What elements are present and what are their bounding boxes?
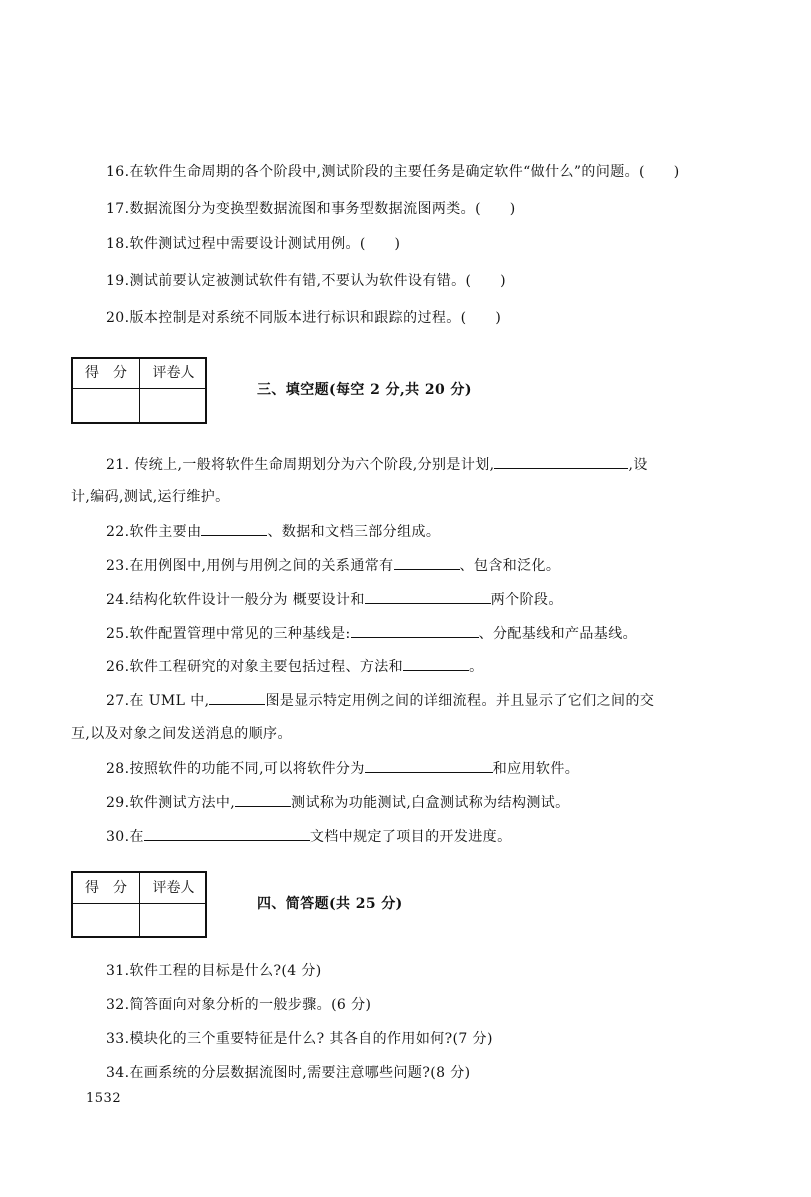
question-27-text: 27.在 UML 中,	[106, 693, 210, 709]
question-25-text: 、分配基线和产品基线。	[478, 626, 637, 642]
answer-blank[interactable]	[394, 556, 460, 570]
answer-blank[interactable]	[201, 522, 267, 536]
question-28-text: 和应用软件。	[492, 761, 580, 777]
question-19: 19.测试前要认定被测试软件有错,不要认为软件设有错。( )	[106, 273, 507, 289]
score-label: 得 分	[85, 365, 127, 381]
question-27	[106, 691, 654, 710]
question-23-text: 23.在用例图中,用例与用例之间的关系通常有	[106, 558, 394, 574]
question-23-text: 、包含和泛化。	[459, 558, 561, 574]
question-22-text: 22.软件主要由	[106, 524, 202, 540]
answer-blank[interactable]	[365, 590, 491, 604]
question-26	[106, 657, 483, 676]
question-24	[106, 590, 563, 609]
score-table-section-4	[71, 871, 207, 938]
question-21-text: 21. 传统上,一般将软件生命周期划分为六个阶段,分别是计划,	[106, 457, 495, 473]
question-24-text: 两个阶段。	[490, 592, 563, 608]
question-20: 20.版本控制是对系统不同版本进行标识和跟踪的过程。( )	[106, 310, 502, 326]
grader-label: 评卷人	[152, 365, 195, 381]
answer-blank[interactable]	[235, 793, 291, 807]
question-25-text: 25.软件配置管理中常见的三种基线是:	[106, 626, 351, 642]
question-25	[106, 624, 637, 643]
answer-blank[interactable]	[351, 624, 479, 638]
question-16: 16.在软件生命周期的各个阶段中,测试阶段的主要任务是确定软件“做什么”的问题。( )	[106, 164, 680, 180]
question-33: 33.模块化的三个重要特征是什么? 其各自的作用如何?(7 分)	[106, 1031, 493, 1047]
question-22-text: 、数据和文档三部分组成。	[267, 524, 441, 540]
answer-blank[interactable]	[209, 691, 265, 705]
page-number: 1532	[86, 1091, 122, 1106]
section-3-title: 三、填空题(每空 2 分,共 20 分)	[257, 382, 472, 398]
score-label: 得 分	[85, 880, 127, 896]
question-26-text: 26.软件工程研究的对象主要包括过程、方法和	[106, 659, 404, 675]
question-29	[106, 793, 570, 812]
question-21	[106, 455, 648, 474]
question-24-text: 24.结构化软件设计一般分为 概要设计和	[106, 592, 365, 608]
question-22	[106, 522, 440, 541]
answer-blank[interactable]	[365, 759, 493, 773]
question-30-text: 文档中规定了项目的开发进度。	[309, 829, 512, 845]
question-30	[106, 827, 511, 846]
answer-blank[interactable]	[494, 455, 628, 469]
question-26-text: 。	[469, 659, 484, 675]
question-30-text: 30.在	[106, 829, 144, 845]
question-29-text: 测试称为功能测试,白盒测试称为结构测试。	[291, 795, 570, 811]
question-27-text: 图是显示特定用例之间的详细流程。并且显示了它们之间的交	[265, 693, 655, 709]
table-divider	[73, 388, 205, 389]
grader-label: 评卷人	[152, 880, 195, 896]
question-32: 32.简答面向对象分析的一般步骤。(6 分)	[106, 997, 372, 1013]
grader-cell[interactable]	[140, 905, 207, 937]
question-28-text: 28.按照软件的功能不同,可以将软件分为	[106, 761, 365, 777]
answer-blank[interactable]	[144, 827, 310, 841]
score-cell[interactable]	[73, 905, 139, 937]
question-28	[106, 759, 579, 778]
question-17: 17.数据流图分为变换型数据流图和事务型数据流图两类。( )	[106, 201, 516, 217]
score-table-section-3	[71, 357, 207, 424]
question-21-continued: 计,编码,测试,运行维护。	[71, 489, 230, 505]
question-31: 31.软件工程的目标是什么?(4 分)	[106, 963, 322, 979]
section-4-title: 四、简答题(共 25 分)	[257, 896, 403, 912]
question-34: 34.在画系统的分层数据流图时,需要注意哪些问题?(8 分)	[106, 1065, 471, 1081]
question-29-text: 29.软件测试方法中,	[106, 795, 236, 811]
question-18: 18.软件测试过程中需要设计测试用例。( )	[106, 236, 401, 252]
answer-blank[interactable]	[403, 657, 469, 671]
question-23	[106, 556, 560, 575]
score-cell[interactable]	[73, 390, 139, 422]
question-21-text: ,设	[628, 457, 648, 473]
grader-cell[interactable]	[140, 390, 207, 422]
table-divider	[73, 903, 205, 904]
question-27-continued: 互,以及对象之间发送消息的顺序。	[71, 726, 292, 742]
